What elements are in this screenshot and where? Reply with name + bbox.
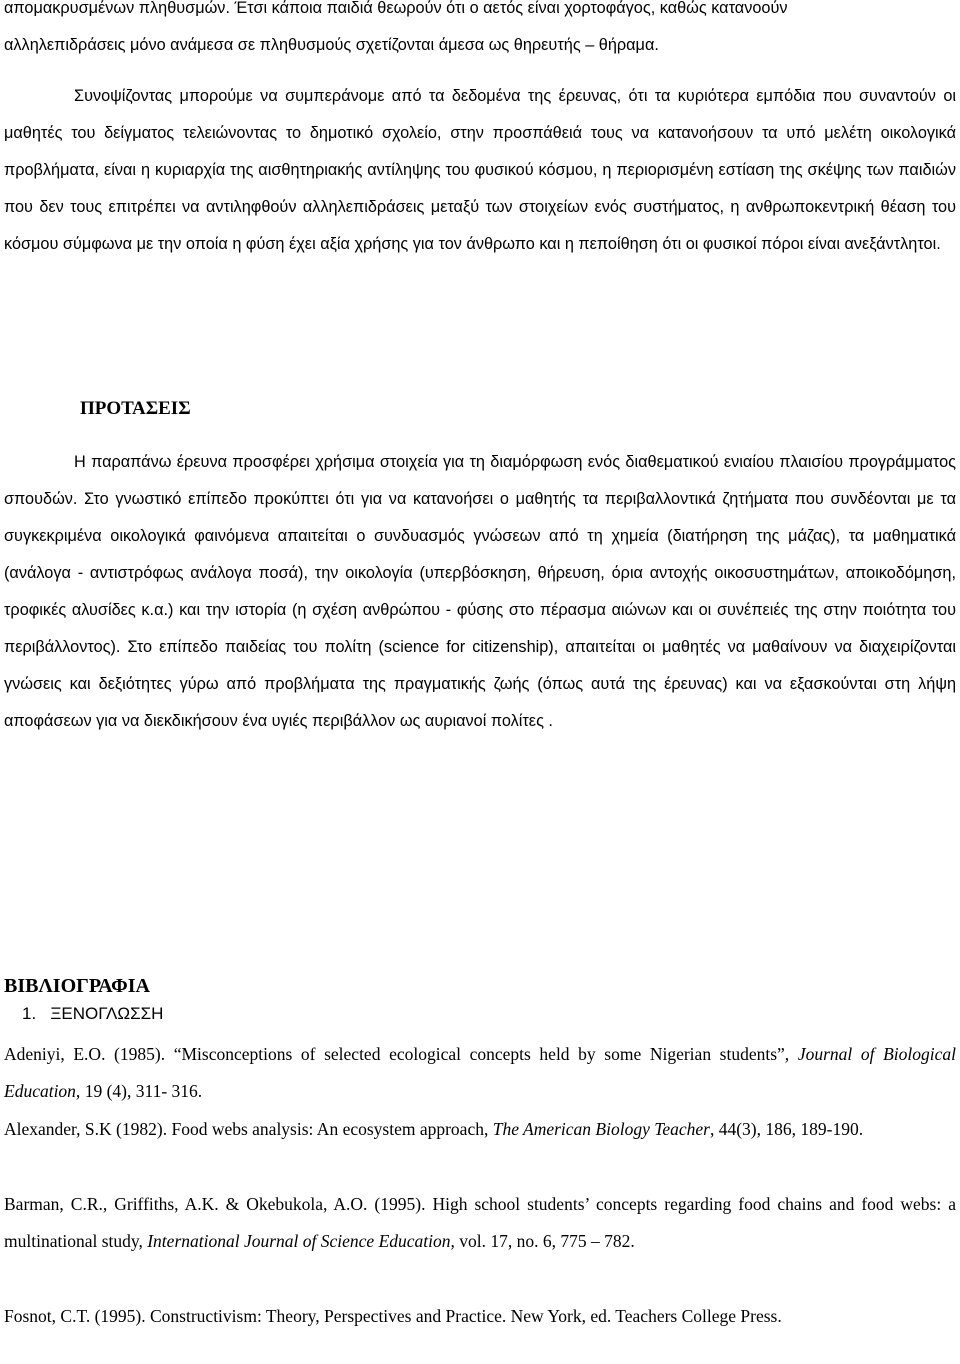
bibliography-entry-4 xyxy=(4,1298,956,1335)
top-paragraph-line-2: αλληλεπιδράσεις μόνο ανάμεσα σε πληθυσμούς σχετίζονται άμεσα ως θηρευτής – θήραμα. xyxy=(4,36,659,54)
bibliography-subheading: 1. ΞΕΝΟΓΛΩΣΣΗ xyxy=(22,1004,164,1023)
entry-2-journal: The American Biology Teacher xyxy=(492,1119,710,1139)
bibliography-entry-3 xyxy=(4,1186,956,1260)
top-paragraph-line-1: απομακρυσμένων πληθυσμών. Έτσι κάποια παιδιά θεωρούν ότι ο αετός είναι χορτοφάγος, καθώς κατανοούν xyxy=(4,0,788,17)
entry-2-text: Alexander, S.K (1982). Food webs analysis: An ecosystem approach, xyxy=(4,1119,493,1139)
bibliography-entry-1 xyxy=(4,1036,956,1110)
entry-1-text: Adeniyi, E.O. (1985). “Misconceptions of selected ecological concepts held by some Nigerian students”, xyxy=(4,1044,798,1064)
entry-3-details: vol. 17, no. 6, 775 – 782. xyxy=(454,1231,635,1251)
entry-1-journal: Journal of Biological Education, xyxy=(4,1044,956,1101)
entry-1-details: 19 (4), 311- 316. xyxy=(80,1081,203,1101)
entry-3-text: Barman, C.R., Griffiths, A.K. & Okebukola, A.O. (1995). High school students’ concepts regarding food chains and food webs: a multinational study, xyxy=(4,1194,956,1251)
proposals-heading: ΠΡΟΤΑΣΕΙΣ xyxy=(80,398,191,419)
conclusion-paragraph: Συνοψίζοντας μπορούμε να συμπεράνομε από τα δεδομένα της έρευνας, ότι τα κυριότερα εμπόδια που συναντούν οι μαθητές του δείγματος τελειώνοντας το δημοτικό σχολείο, στην προσπάθειά τους να κατανοήσουν τα υπό μελέτη οικολογικά προβλήματα, είναι η κυριαρχία της αισθητηριακής αντίληψης του φυσικού κόσμου, η περιορισμένη εστίαση της σκέψης των παιδιών που δεν τους επιτρέπει να αντιληφθούν αλληλεπιδράσεις μεταξύ των στοιχείων ενός συστήματος, η ανθρωποκεντρική θέαση του κόσμου σύμφωνα με την οποία η φύση έχει αξία χρήσης για τον άνθρωπο και η πεποίθηση ότι οι φυσικοί πόροι είναι ανεξάντλητοι. xyxy=(4,87,956,253)
top-paragraph xyxy=(4,0,956,64)
bibliography-heading: ΒΙΒΛΙΟΓΡΑΦΙΑ xyxy=(4,975,150,997)
entry-3-journal: International Journal of Science Education, xyxy=(147,1231,455,1251)
proposals-paragraph: Η παραπάνω έρευνα προσφέρει χρήσιμα στοιχεία για τη διαμόρφωση ενός διαθεματικού ενιαίου πλαισίου προγράμματος σπουδών. Στο γνωστικό επίπεδο προκύπτει ότι για να κατανοήσει ο μαθητής τα περιβαλλοντικά ζητήματα που συνδέονται με τα συγκεκριμένα οικολογικά φαινόμενα απαιτείται ο συνδυασμός γνώσεων από τη χημεία (διατήρηση της μάζας), τα μαθηματικά (ανάλογα - αντιστρόφως ανάλογα ποσά), την οικολογία (υπερβόσκηση, θήρευση, όρια αντοχής οικοσυστημάτων, αποικοδόμηση, τροφικές αλυσίδες κ.α.) και την ιστορία (η σχέση ανθρώπου - φύσης στο πέρασμα αιώνων και οι συνέπειές της στην ποιότητα του περιβάλλοντος). Στο επίπεδο παιδείας του πολίτη (science for citizenship), απαιτείται οι μαθητές να μαθαίνουν να διαχειρίζονται γνώσεις και δεξιότητες γύρω από προβλήματα της πραγματικής ζωής (όπως αυτά της έρευνας) και να εξασκούνται στη λήψη αποφάσεων για να διεκδικήσουν ένα υγιές περιβάλλον ως αυριανοί πολίτες . xyxy=(4,453,956,730)
entry-4-text: Fosnot, C.T. (1995). Constructivism: Theory, Perspectives and Practice. New York, ed. Teachers College Press. xyxy=(4,1306,782,1326)
bibliography-entry-2 xyxy=(4,1111,956,1148)
entry-2-details: , 44(3), 186, 189-190. xyxy=(709,1119,864,1139)
